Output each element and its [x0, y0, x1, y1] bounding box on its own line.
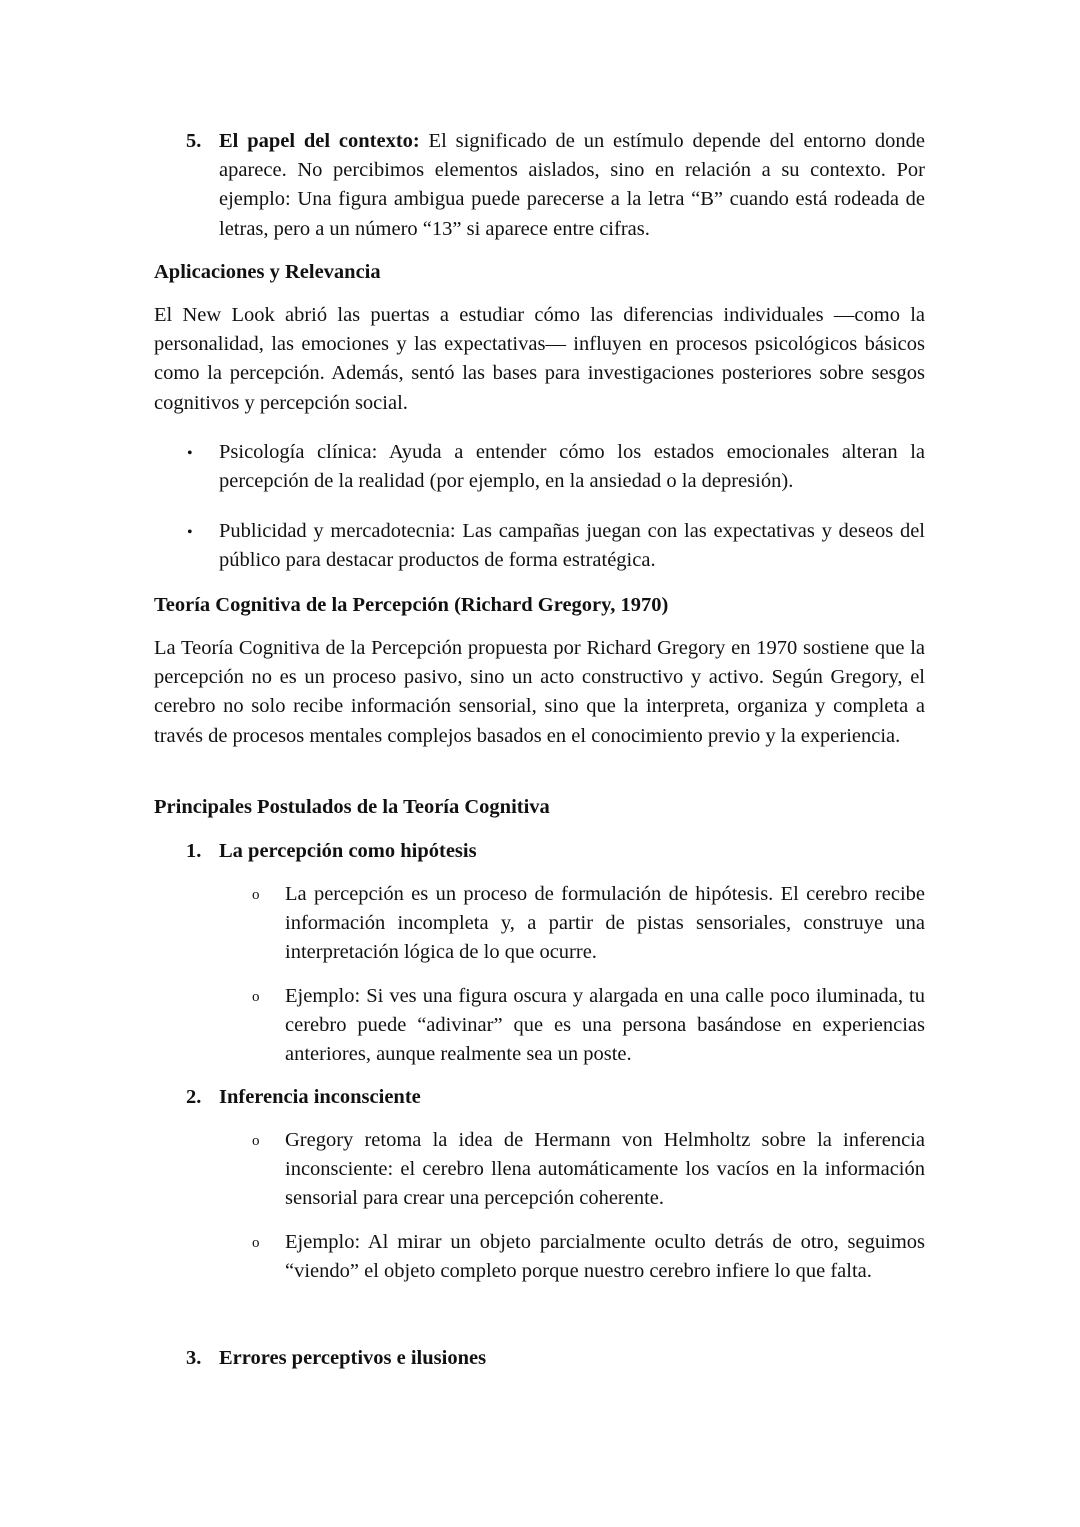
- list-number: 3.: [186, 1347, 202, 1369]
- bullet-icon: •: [187, 445, 193, 462]
- sub-list-item: La percepción es un proceso de formulación de hipótesis. El cerebro recibe información incompleta y, a partir de pistas sensoriales, construye una interpretación lógica de lo que ocurre.: [285, 883, 925, 964]
- section-heading: Principales Postulados de la Teoría Cognitiva: [154, 796, 550, 818]
- list-item-title: Errores perceptivos e ilusiones: [219, 1347, 487, 1369]
- section-heading: Teoría Cognitiva de la Percepción (Richard Gregory, 1970): [154, 594, 669, 616]
- sub-list-item: Ejemplo: Si ves una figura oscura y alargada en una calle poco iluminada, tu cerebro puede “adivinar” que es una persona basándose en experiencias anteriores, aunque realmente sea un poste.: [285, 985, 925, 1066]
- list-item-body: El significado de un estímulo depende del entorno donde aparece. No percibimos elementos aislados, sino en relación a su contexto. Por ejemplo: Una figura ambigua puede parecerse a la letra “B” cuando está rodeada de letras, pero a un número “13” si aparece entre cifras.: [219, 130, 926, 240]
- list-item-title: Inferencia inconsciente: [219, 1086, 421, 1108]
- circle-bullet-icon: o: [252, 989, 260, 1005]
- circle-bullet-icon: o: [252, 1133, 260, 1149]
- list-number: 2.: [186, 1086, 202, 1108]
- list-item: Publicidad y mercadotecnia: Las campañas juegan con las expectativas y deseos del público para destacar productos de forma estratégica.: [219, 520, 925, 572]
- list-number: 1.: [186, 840, 202, 862]
- list-item-title: La percepción como hipótesis: [219, 840, 477, 862]
- sub-list-item: Gregory retoma la idea de Hermann von Helmholtz sobre la inferencia inconsciente: el cerebro llena automáticamente los vacíos en la información sensorial para crear una percepción coherente.: [285, 1129, 925, 1210]
- sub-list-item: Ejemplo: Al mirar un objeto parcialmente oculto detrás de otro, seguimos “viendo” el objeto completo porque nuestro cerebro infiere lo que falta.: [285, 1231, 925, 1283]
- list-item-term: El papel del contexto:: [219, 130, 420, 152]
- circle-bullet-icon: o: [252, 1235, 260, 1251]
- paragraph: El New Look abrió las puertas a estudiar cómo las diferencias individuales —como la personalidad, las emociones y las expectativas— influyen en procesos psicológicos básicos como la percepción. Además, sentó las bases para investigaciones posteriores sobre sesgos cognitivos y percepción social.: [154, 304, 925, 414]
- list-number: 5.: [186, 130, 202, 152]
- section-heading: Aplicaciones y Relevancia: [154, 261, 381, 283]
- bullet-icon: •: [187, 524, 193, 541]
- circle-bullet-icon: o: [252, 887, 260, 903]
- list-item: Psicología clínica: Ayuda a entender cómo los estados emocionales alteran la percepción de la realidad (por ejemplo, en la ansiedad o la depresión).: [219, 441, 925, 493]
- list-item-text: [219, 127, 925, 244]
- paragraph: La Teoría Cognitiva de la Percepción propuesta por Richard Gregory en 1970 sostiene que la percepción no es un proceso pasivo, sino un acto constructivo y activo. Según Gregory, el cerebro no solo recibe información sensorial, sino que la interpreta, organiza y completa a través de procesos mentales complejos basados en el conocimiento previo y la experiencia.: [154, 637, 925, 747]
